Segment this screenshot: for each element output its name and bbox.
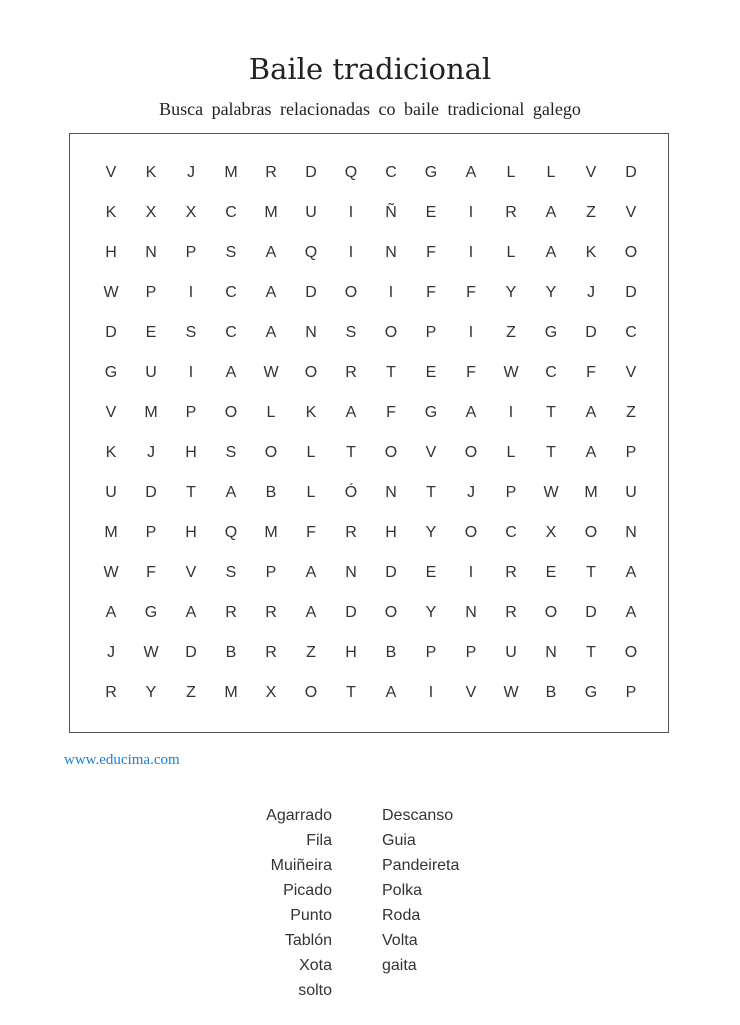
grid-cell[interactable]: I	[188, 284, 194, 301]
word-list-item: Picado	[283, 882, 332, 899]
grid-cell[interactable]: R	[225, 604, 237, 621]
grid-cell[interactable]: A	[105, 604, 117, 621]
grid-cell[interactable]: R	[505, 564, 517, 581]
letter-grid	[91, 153, 651, 713]
grid-cell[interactable]: N	[145, 244, 157, 261]
grid-cell[interactable]: I	[388, 284, 394, 301]
grid-cell[interactable]: E	[425, 564, 437, 581]
grid-cell[interactable]: T	[346, 684, 356, 701]
word-list-left-column	[266, 806, 332, 1006]
grid-cell[interactable]: C	[225, 324, 237, 341]
grid-cell[interactable]: P	[145, 284, 157, 301]
grid-cell[interactable]: L	[506, 444, 516, 461]
grid-cell[interactable]: E	[545, 564, 557, 581]
grid-cell[interactable]: Z	[626, 404, 636, 421]
grid-cell[interactable]: S	[225, 444, 237, 461]
grid-cell[interactable]: D	[185, 644, 197, 661]
page-title: Baile tradicional	[248, 52, 492, 86]
grid-cell[interactable]: P	[425, 644, 437, 661]
grid-cell[interactable]: A	[465, 164, 477, 181]
grid-cell[interactable]: P	[265, 564, 277, 581]
grid-cell[interactable]: H	[105, 244, 117, 261]
grid-cell[interactable]: D	[105, 324, 117, 341]
grid-cell[interactable]: U	[625, 484, 637, 501]
word-list-item: Fila	[306, 832, 332, 849]
grid-cell[interactable]: S	[185, 324, 197, 341]
grid-cell[interactable]: Y	[145, 684, 157, 701]
grid-cell[interactable]: P	[425, 324, 437, 341]
word-list-item: Descanso	[382, 807, 454, 824]
grid-cell[interactable]: F	[426, 244, 436, 261]
grid-cell[interactable]: Z	[306, 644, 316, 661]
grid-cell[interactable]: M	[224, 164, 238, 181]
grid-cell[interactable]: N	[385, 484, 397, 501]
grid-cell[interactable]: H	[345, 644, 357, 661]
grid-cell[interactable]: Z	[506, 324, 516, 341]
grid-cell[interactable]: A	[385, 684, 397, 701]
word-list-item: Guia	[382, 832, 416, 849]
grid-cell[interactable]: O	[224, 404, 238, 421]
grid-cell[interactable]: M	[264, 524, 278, 541]
grid-cell[interactable]: X	[265, 684, 277, 701]
grid-cell[interactable]: T	[546, 404, 556, 421]
grid-cell[interactable]: R	[265, 604, 277, 621]
grid-cell[interactable]: C	[625, 324, 637, 341]
grid-cell[interactable]: D	[305, 164, 317, 181]
grid-cell[interactable]: A	[465, 404, 477, 421]
grid-cell[interactable]: N	[345, 564, 357, 581]
grid-cell[interactable]: F	[426, 284, 436, 301]
grid-cell[interactable]: V	[425, 444, 437, 461]
grid-cell[interactable]: L	[546, 164, 556, 181]
grid-cell[interactable]: P	[505, 484, 517, 501]
grid-cell[interactable]: D	[145, 484, 157, 501]
grid-cell[interactable]: G	[544, 324, 558, 341]
grid-cell[interactable]: C	[545, 364, 557, 381]
grid-cell[interactable]: M	[584, 484, 598, 501]
grid-cell[interactable]: C	[505, 524, 517, 541]
grid-cell[interactable]: B	[385, 644, 397, 661]
grid-cell[interactable]: V	[105, 404, 117, 421]
grid-cell[interactable]: O	[544, 604, 558, 621]
grid-cell[interactable]: N	[385, 244, 397, 261]
grid-cell[interactable]: N	[545, 644, 557, 661]
grid-cell[interactable]: O	[304, 364, 318, 381]
grid-cell[interactable]: V	[185, 564, 197, 581]
grid-cell[interactable]: W	[103, 284, 119, 301]
grid-cell[interactable]: A	[345, 404, 357, 421]
grid-cell[interactable]: I	[188, 364, 194, 381]
grid-cell[interactable]: A	[625, 604, 637, 621]
grid-cell[interactable]: O	[584, 524, 598, 541]
grid-cell[interactable]: E	[145, 324, 157, 341]
grid-cell[interactable]: O	[384, 604, 398, 621]
grid-cell[interactable]: D	[585, 324, 597, 341]
grid-cell[interactable]: R	[505, 204, 517, 221]
grid-cell[interactable]: D	[625, 164, 637, 181]
grid-cell[interactable]: B	[265, 484, 277, 501]
grid-cell[interactable]: F	[586, 364, 596, 381]
grid-cell[interactable]: L	[266, 404, 276, 421]
grid-cell[interactable]: Z	[186, 684, 196, 701]
grid-cell[interactable]: X	[145, 204, 157, 221]
grid-cell[interactable]: D	[625, 284, 637, 301]
grid-cell[interactable]: Y	[545, 284, 557, 301]
grid-cell[interactable]: S	[345, 324, 357, 341]
grid-cell[interactable]: P	[625, 444, 637, 461]
grid-cell[interactable]: A	[545, 244, 557, 261]
grid-cell[interactable]: T	[186, 484, 196, 501]
grid-cell[interactable]: P	[145, 524, 157, 541]
grid-cell[interactable]: V	[465, 684, 477, 701]
grid-cell[interactable]: A	[585, 404, 597, 421]
grid-cell[interactable]: A	[305, 564, 317, 581]
grid-cell[interactable]: H	[385, 524, 397, 541]
grid-cell[interactable]: P	[185, 404, 197, 421]
grid-cell[interactable]: A	[305, 604, 317, 621]
grid-cell[interactable]: W	[503, 364, 519, 381]
word-list-item: Volta	[382, 932, 418, 949]
grid-cell[interactable]: S	[225, 244, 237, 261]
word-list-item: Pandeireta	[382, 857, 460, 874]
word-list-item: Xota	[299, 957, 332, 974]
grid-cell[interactable]: A	[185, 604, 197, 621]
grid-cell[interactable]: O	[384, 444, 398, 461]
grid-cell[interactable]: O	[464, 524, 478, 541]
grid-cell[interactable]: T	[426, 484, 436, 501]
grid-cell[interactable]: K	[305, 404, 317, 421]
grid-cell[interactable]: N	[465, 604, 477, 621]
grid-cell[interactable]: R	[505, 604, 517, 621]
page-subtitle: Busca palabras relacionadas co baile tradicional galego	[159, 99, 581, 119]
grid-cell[interactable]: I	[508, 404, 514, 421]
grid-cell[interactable]: Y	[505, 284, 517, 301]
word-list-item: gaita	[382, 957, 417, 974]
grid-cell[interactable]: J	[107, 644, 115, 661]
grid-cell[interactable]: F	[466, 284, 476, 301]
grid-cell[interactable]: X	[545, 524, 557, 541]
grid-cell[interactable]: G	[104, 364, 118, 381]
grid-cell[interactable]: C	[225, 204, 237, 221]
grid-cell[interactable]: Y	[425, 604, 437, 621]
grid-cell[interactable]: X	[185, 204, 197, 221]
grid-cell[interactable]: I	[468, 244, 474, 261]
grid-cell[interactable]: R	[265, 164, 277, 181]
grid-cell[interactable]: V	[625, 204, 637, 221]
grid-cell[interactable]: L	[306, 484, 316, 501]
grid-cell[interactable]: L	[506, 164, 516, 181]
grid-cell[interactable]: O	[344, 284, 358, 301]
grid-cell[interactable]: A	[585, 444, 597, 461]
grid-cell[interactable]: C	[225, 284, 237, 301]
website-link[interactable]: www.educima.com	[64, 752, 180, 768]
grid-cell[interactable]: P	[625, 684, 637, 701]
grid-cell[interactable]: U	[305, 204, 317, 221]
grid-cell[interactable]: F	[306, 524, 316, 541]
grid-cell[interactable]: J	[187, 164, 195, 181]
grid-cell[interactable]: Ñ	[385, 204, 397, 221]
grid-cell[interactable]: Z	[586, 204, 596, 221]
grid-cell[interactable]: N	[305, 324, 317, 341]
grid-cell[interactable]: E	[425, 204, 437, 221]
grid-cell[interactable]: M	[104, 524, 118, 541]
grid-cell[interactable]: P	[185, 244, 197, 261]
grid-cell[interactable]: C	[385, 164, 397, 181]
grid-cell[interactable]: H	[185, 524, 197, 541]
grid-cell[interactable]: A	[225, 364, 237, 381]
grid-cell[interactable]: L	[506, 244, 516, 261]
grid-cell[interactable]: R	[265, 644, 277, 661]
grid-cell[interactable]: R	[345, 364, 357, 381]
grid-cell[interactable]: Ó	[344, 484, 358, 501]
grid-cell[interactable]: W	[503, 684, 519, 701]
grid-cell[interactable]: Y	[425, 524, 437, 541]
grid-cell[interactable]: R	[105, 684, 117, 701]
grid-cell[interactable]: K	[145, 164, 157, 181]
grid-cell[interactable]: O	[624, 644, 638, 661]
grid-cell[interactable]: T	[386, 364, 396, 381]
grid-cell[interactable]: T	[586, 564, 596, 581]
grid-cell[interactable]: A	[265, 284, 277, 301]
grid-cell[interactable]: Q	[344, 164, 358, 181]
grid-cell[interactable]: J	[147, 444, 155, 461]
word-search-board	[69, 133, 669, 733]
grid-cell[interactable]: B	[545, 684, 557, 701]
grid-cell[interactable]: D	[305, 284, 317, 301]
grid-cell[interactable]: M	[224, 684, 238, 701]
grid-cell[interactable]: G	[424, 404, 438, 421]
grid-cell[interactable]: I	[348, 244, 354, 261]
grid-cell[interactable]: W	[103, 564, 119, 581]
grid-cell[interactable]: O	[464, 444, 478, 461]
grid-cell[interactable]: S	[225, 564, 237, 581]
word-list-item: Punto	[290, 907, 332, 924]
grid-cell[interactable]: F	[466, 364, 476, 381]
grid-cell[interactable]: I	[468, 204, 474, 221]
grid-cell[interactable]: A	[545, 204, 557, 221]
grid-cell[interactable]: D	[585, 604, 597, 621]
grid-cell[interactable]: N	[625, 524, 637, 541]
grid-cell[interactable]: W	[143, 644, 159, 661]
word-list-item: Agarrado	[266, 807, 332, 824]
grid-cell[interactable]: J	[587, 284, 595, 301]
grid-cell[interactable]: D	[385, 564, 397, 581]
grid-cell[interactable]: H	[185, 444, 197, 461]
word-list-item: Tablón	[284, 932, 332, 949]
grid-cell[interactable]: I	[428, 684, 434, 701]
grid-cell[interactable]: E	[425, 364, 437, 381]
grid-cell[interactable]: K	[585, 244, 597, 261]
grid-cell[interactable]: Q	[224, 524, 238, 541]
grid-cell[interactable]: V	[625, 364, 637, 381]
grid-cell[interactable]: A	[265, 244, 277, 261]
grid-cell[interactable]: M	[264, 204, 278, 221]
grid-cell[interactable]: I	[468, 564, 474, 581]
grid-cell[interactable]: W	[543, 484, 559, 501]
grid-cell[interactable]: U	[105, 484, 117, 501]
grid-cell[interactable]: F	[146, 564, 156, 581]
grid-cell[interactable]: A	[265, 324, 277, 341]
grid-cell[interactable]: O	[624, 244, 638, 261]
grid-cell[interactable]: U	[145, 364, 157, 381]
grid-cell[interactable]: O	[384, 324, 398, 341]
grid-cell[interactable]: K	[105, 204, 117, 221]
grid-cell[interactable]: L	[306, 444, 316, 461]
grid-cell[interactable]: R	[345, 524, 357, 541]
word-list-right-column	[382, 806, 459, 981]
word-list-item: Muiñeira	[270, 857, 332, 874]
grid-cell[interactable]: O	[264, 444, 278, 461]
grid-cell[interactable]: M	[144, 404, 158, 421]
word-list-item: Polka	[382, 882, 423, 899]
grid-cell[interactable]: Q	[304, 244, 318, 261]
word-list-item: solto	[298, 982, 332, 999]
grid-cell[interactable]: V	[105, 164, 117, 181]
grid-cell[interactable]: F	[386, 404, 396, 421]
grid-cell[interactable]: W	[263, 364, 279, 381]
grid-cell[interactable]: U	[505, 644, 517, 661]
grid-cell[interactable]: O	[304, 684, 318, 701]
grid-cell[interactable]: D	[345, 604, 357, 621]
grid-cell[interactable]: B	[225, 644, 237, 661]
grid-cell[interactable]: T	[546, 444, 556, 461]
grid-cell[interactable]: V	[585, 164, 597, 181]
grid-cell[interactable]: G	[144, 604, 158, 621]
grid-cell[interactable]: G	[424, 164, 438, 181]
grid-cell[interactable]: A	[625, 564, 637, 581]
grid-cell[interactable]: I	[468, 324, 474, 341]
grid-cell[interactable]: K	[105, 444, 117, 461]
grid-cell[interactable]: I	[348, 204, 354, 221]
grid-cell[interactable]: P	[465, 644, 477, 661]
grid-cell[interactable]: J	[467, 484, 475, 501]
grid-cell[interactable]: A	[225, 484, 237, 501]
grid-cell[interactable]: T	[346, 444, 356, 461]
word-list-item: Roda	[382, 907, 421, 924]
grid-cell[interactable]: T	[586, 644, 596, 661]
grid-cell[interactable]: G	[584, 684, 598, 701]
